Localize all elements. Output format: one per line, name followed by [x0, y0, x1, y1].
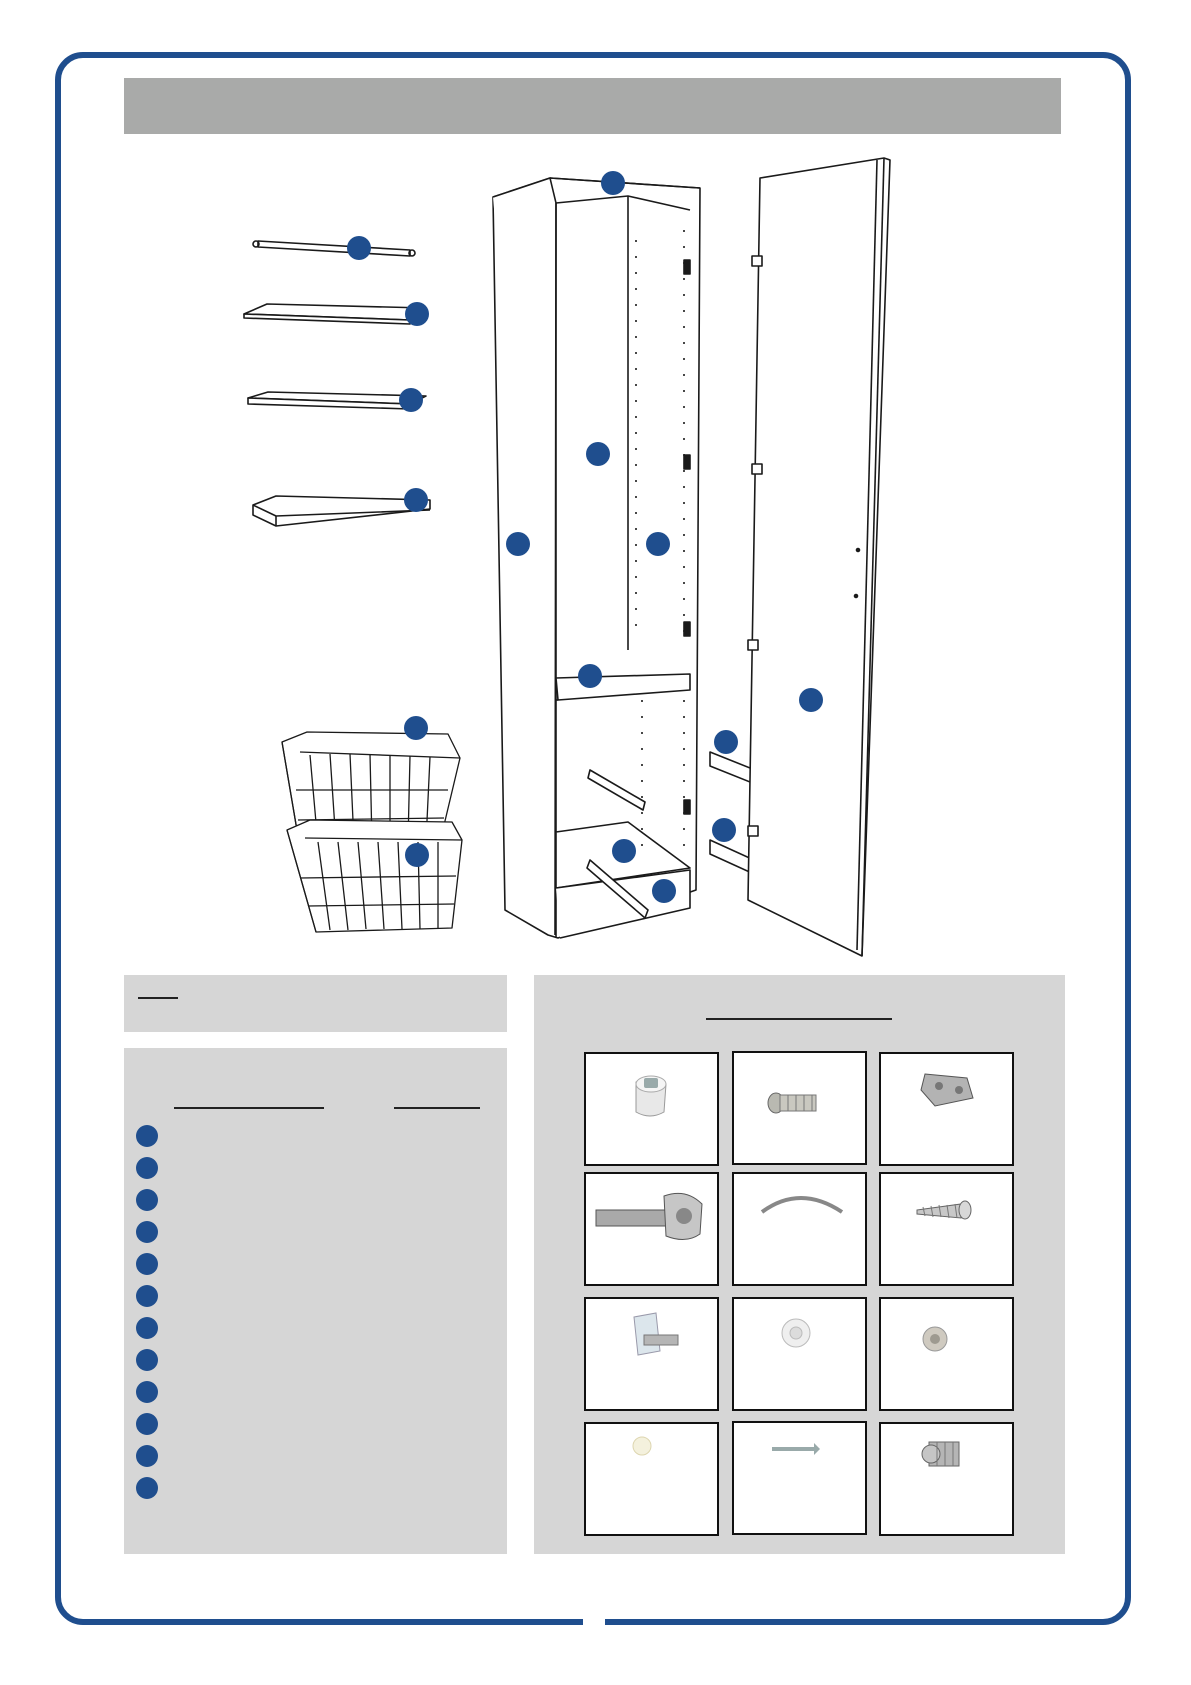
part-row — [136, 1349, 496, 1373]
bumper-washer-icon — [734, 1299, 865, 1409]
note-box — [124, 975, 507, 1032]
hardware-cell — [879, 1052, 1014, 1166]
part-marker — [136, 1445, 158, 1467]
hardware-cell — [732, 1421, 867, 1535]
cam-lock-icon — [586, 1054, 717, 1164]
part-marker — [136, 1253, 158, 1275]
part-row — [136, 1189, 496, 1213]
rail-handle-icon — [734, 1174, 865, 1284]
part-marker — [136, 1381, 158, 1403]
shelf-top — [244, 304, 426, 324]
part-marker — [136, 1413, 158, 1435]
hinge-mounting-plate-icon — [881, 1054, 1012, 1164]
part-row — [136, 1477, 496, 1501]
part-row — [136, 1413, 496, 1437]
shelf-lower — [253, 496, 430, 526]
hardware-cell — [732, 1297, 867, 1411]
door — [748, 158, 890, 956]
part-marker — [136, 1221, 158, 1243]
part-row — [136, 1445, 496, 1469]
screw-icon — [881, 1174, 1012, 1284]
parts-quantity-heading-underline — [394, 1107, 480, 1109]
hanging-rail — [253, 241, 415, 256]
part-row — [136, 1285, 496, 1309]
hardware-cell — [584, 1422, 719, 1536]
part-marker — [136, 1285, 158, 1307]
cam-bolt-icon — [734, 1053, 865, 1163]
hardware-cell — [584, 1297, 719, 1411]
cabinet-carcass — [493, 178, 700, 938]
rail-end-cap-icon — [881, 1299, 1012, 1409]
part-marker — [136, 1157, 158, 1179]
hardware-cell — [732, 1051, 867, 1165]
threaded-insert-icon — [881, 1424, 1012, 1534]
hardware-cell — [732, 1172, 867, 1286]
frame-gap — [583, 1612, 605, 1630]
part-row — [136, 1253, 496, 1277]
parts-list-box — [124, 1048, 507, 1554]
part-row — [136, 1221, 496, 1245]
countersunk-screw-icon — [734, 1423, 865, 1533]
concealed-hinge-icon — [586, 1174, 717, 1284]
note-heading-underline — [138, 997, 178, 999]
hardware-cell — [879, 1422, 1014, 1536]
part-marker — [136, 1125, 158, 1147]
part-row — [136, 1381, 496, 1405]
part-row — [136, 1157, 496, 1181]
shelf-support-icon — [586, 1299, 717, 1409]
part-row — [136, 1317, 496, 1341]
part-marker — [136, 1189, 158, 1211]
part-row — [136, 1125, 496, 1149]
hardware-cell — [584, 1172, 719, 1286]
hardware-heading-underline — [706, 1018, 892, 1020]
wire-basket-lower — [287, 820, 462, 932]
cover-cap-icon — [586, 1424, 717, 1534]
hardware-box — [534, 975, 1065, 1554]
hardware-cell — [584, 1052, 719, 1166]
part-marker — [136, 1477, 158, 1499]
hardware-cell — [879, 1297, 1014, 1411]
part-marker — [136, 1349, 158, 1371]
part-marker — [136, 1317, 158, 1339]
hardware-cell — [879, 1172, 1014, 1286]
parts-description-heading-underline — [174, 1107, 324, 1109]
